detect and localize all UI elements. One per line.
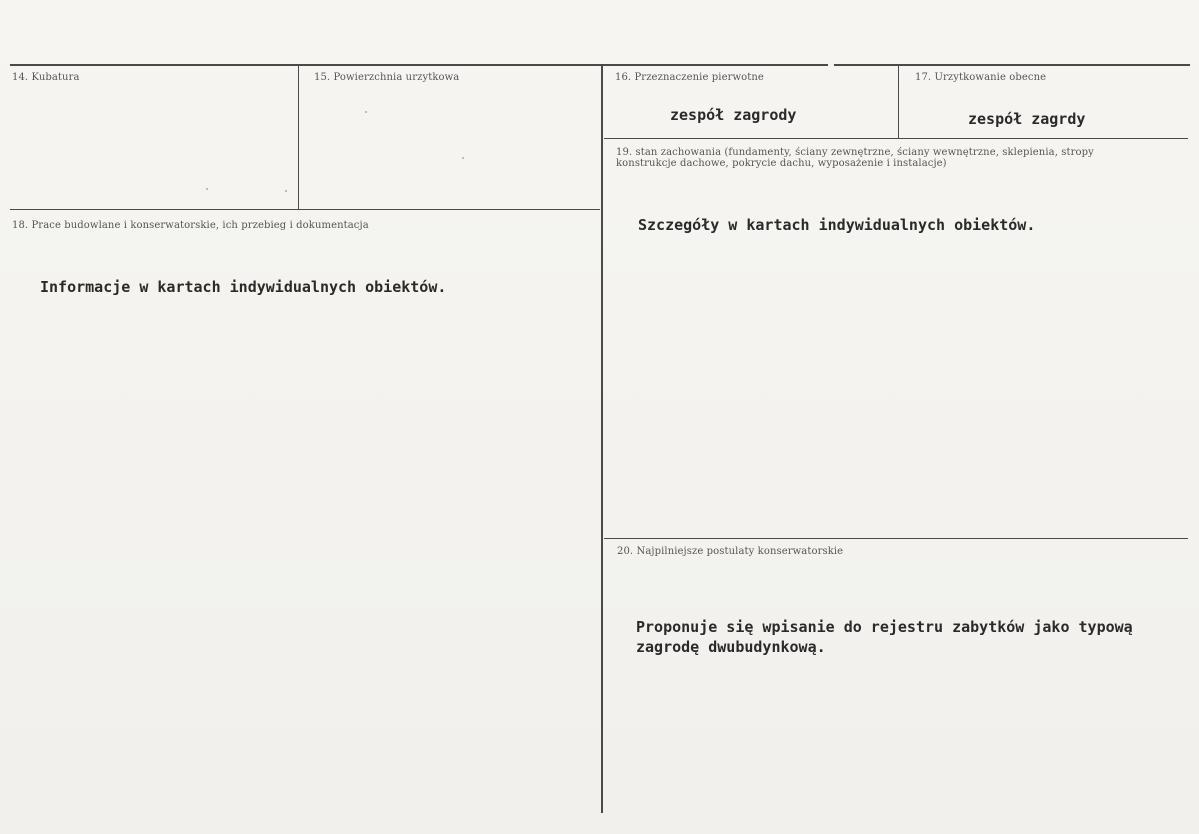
- field-20-value: Proponuje się wpisanie do rejestru zabytków jako typową zagrodę dwubudynkową.: [636, 618, 1133, 656]
- rule-below-14-15: [10, 209, 600, 210]
- rule-above-20: [604, 538, 1188, 539]
- field-16-value: zespół zagrody: [670, 106, 797, 124]
- paper-speck: [285, 190, 287, 192]
- rule-below-16-17: [604, 138, 1188, 139]
- field-16-label: 16. Przeznaczenie pierwotne: [615, 72, 764, 83]
- field-18-label: 18. Prace budowlane i konserwatorskie, ich przebieg i dokumentacja: [12, 220, 369, 231]
- divider-14-15: [298, 65, 299, 210]
- center-divider: [601, 65, 603, 813]
- paper-speck: [462, 157, 464, 159]
- field-19-value: Szczegóły w kartach indywidualnych obiektów.: [638, 216, 1036, 234]
- field-17-label: 17. Urzytkowanie obecne: [915, 72, 1047, 83]
- field-14-label: 14. Kubatura: [12, 72, 80, 83]
- field-15-label: 15. Powierzchnia urzytkowa: [314, 72, 460, 83]
- paper-speck: [206, 188, 208, 190]
- field-18-value: Informacje w kartach indywidualnych obiektów.: [40, 278, 447, 296]
- divider-16-17: [898, 65, 899, 139]
- paper-speck: [365, 111, 367, 113]
- field-20-label: 20. Najpilniejsze postulaty konserwatorskie: [617, 546, 844, 557]
- top-rule-right: [834, 64, 1190, 66]
- top-rule-left: [10, 64, 828, 66]
- field-17-value: zespół zagrdy: [968, 110, 1086, 128]
- field-19-label: 19. stan zachowania (fundamenty, ściany zewnętrzne, ściany wewnętrzne, sklepienia, stropy konstrukcje dachowe, pokrycie dachu, wyposażenie i instalacje): [616, 147, 1094, 169]
